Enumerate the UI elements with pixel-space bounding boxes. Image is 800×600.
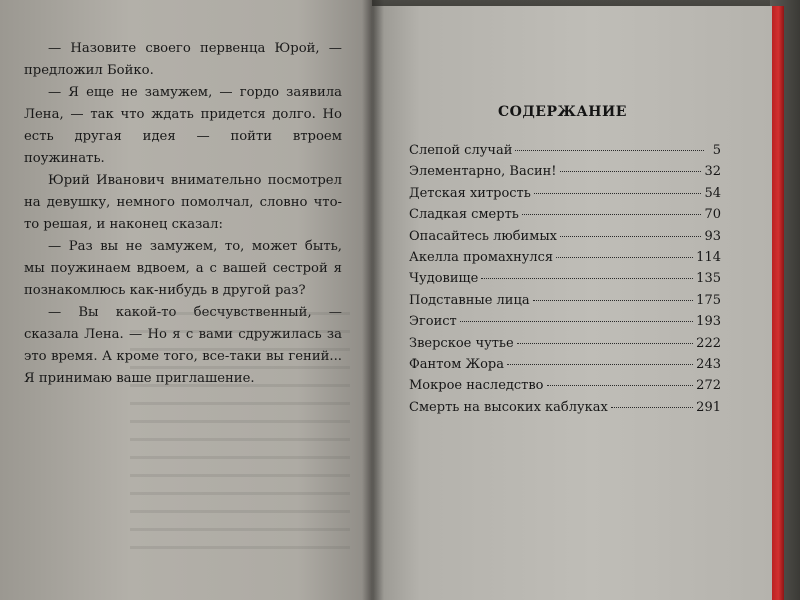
toc-entry-page: 222 bbox=[696, 335, 721, 351]
toc-entry-title: Акелла промахнулся bbox=[409, 249, 554, 265]
toc-leader-dots bbox=[460, 321, 693, 322]
toc-entry bbox=[409, 378, 721, 399]
toc-entry bbox=[409, 250, 721, 271]
paragraph: — Раз вы не замужем, то, может быть, мы поужинаем вдвоем, а с вашей сестрой я познакомлюсь как-нибудь в другой раз? bbox=[24, 239, 342, 298]
toc-entry-title: Слепой случай bbox=[409, 143, 513, 158]
toc-entry-title: Смерть на высоких каблуках bbox=[409, 399, 608, 415]
toc-leader-dots bbox=[534, 193, 702, 194]
paragraph: — Вы какой-то бесчувственный, — сказала Лена. — Но я с вами сдружилась за это время. А кроме того, все-таки вы гений... Я принимаю ваше приглашение. bbox=[24, 305, 342, 386]
toc-entry-page: 32 bbox=[704, 164, 721, 180]
toc-entry-title: Сладкая смерть bbox=[409, 207, 519, 223]
toc-entry bbox=[409, 293, 721, 314]
book-gutter bbox=[362, 0, 384, 600]
toc-entry bbox=[409, 400, 721, 421]
toc-entry-title: Фантом Жора bbox=[409, 356, 504, 372]
toc-entry bbox=[409, 336, 721, 357]
toc-leader-dots bbox=[611, 407, 693, 408]
toc-entry bbox=[409, 143, 721, 164]
toc-entry bbox=[409, 357, 721, 378]
toc-leader-dots bbox=[481, 278, 693, 279]
toc-entry-page: 93 bbox=[704, 228, 721, 244]
toc-leader-dots bbox=[522, 214, 702, 215]
toc-entry-page: 54 bbox=[704, 185, 721, 201]
toc-entry-title: Подставные лица bbox=[409, 292, 530, 308]
toc-entry-page: 5 bbox=[712, 143, 721, 158]
toc-leader-dots bbox=[507, 364, 693, 365]
toc-entry-page: 272 bbox=[696, 378, 721, 394]
toc-entry-title: Эгоист bbox=[409, 314, 457, 330]
toc-leader-dots bbox=[515, 150, 704, 151]
toc-heading: СОДЕРЖАНИЕ bbox=[498, 104, 627, 120]
toc-leader-dots bbox=[556, 257, 693, 258]
toc-entry bbox=[409, 186, 721, 207]
toc-entry bbox=[409, 164, 721, 185]
toc-entry-title: Элементарно, Васин! bbox=[409, 164, 557, 180]
toc-leader-dots bbox=[560, 171, 702, 172]
toc-entry-page: 175 bbox=[696, 292, 721, 308]
left-page bbox=[0, 0, 372, 600]
toc-entry bbox=[409, 314, 721, 335]
paragraph: Юрий Иванович внимательно посмотрел на девушку, немного помолчал, словно что-то решая, и наконец сказал: bbox=[24, 173, 342, 232]
book-cover-edge bbox=[770, 6, 784, 600]
toc-entry-title: Опасайтесь любимых bbox=[409, 228, 558, 244]
show-through-text bbox=[130, 312, 350, 562]
toc-entry bbox=[409, 271, 721, 292]
toc-entry-title: Чудовище bbox=[409, 271, 479, 287]
toc-leader-dots bbox=[533, 300, 694, 301]
toc-entry-page: 291 bbox=[696, 399, 721, 415]
toc-entry-title: Мокрое наследство bbox=[409, 378, 544, 394]
toc-entry-page: 114 bbox=[696, 249, 721, 265]
toc-entry-title: Зверское чутье bbox=[409, 335, 514, 351]
toc-entry bbox=[409, 207, 721, 228]
toc-leader-dots bbox=[517, 343, 693, 344]
toc-entry-page: 243 bbox=[696, 356, 721, 372]
toc-entry-page: 193 bbox=[696, 314, 721, 330]
toc-entry-page: 135 bbox=[696, 271, 721, 287]
toc-leader-dots bbox=[547, 385, 694, 386]
toc-entry-title: Детская хитрость bbox=[409, 185, 531, 201]
table-of-contents bbox=[409, 143, 721, 421]
paragraph: — Назовите своего первенца Юрой, — предложил Бойко. bbox=[24, 41, 342, 78]
toc-entry bbox=[409, 229, 721, 250]
toc-leader-dots bbox=[560, 236, 701, 237]
paragraph: — Я еще не замужем, — гордо заявила Лена, — так что ждать придется долго. Но есть другая идея — пойти втроем поужинать. bbox=[24, 85, 342, 166]
toc-entry-page: 70 bbox=[704, 207, 721, 223]
